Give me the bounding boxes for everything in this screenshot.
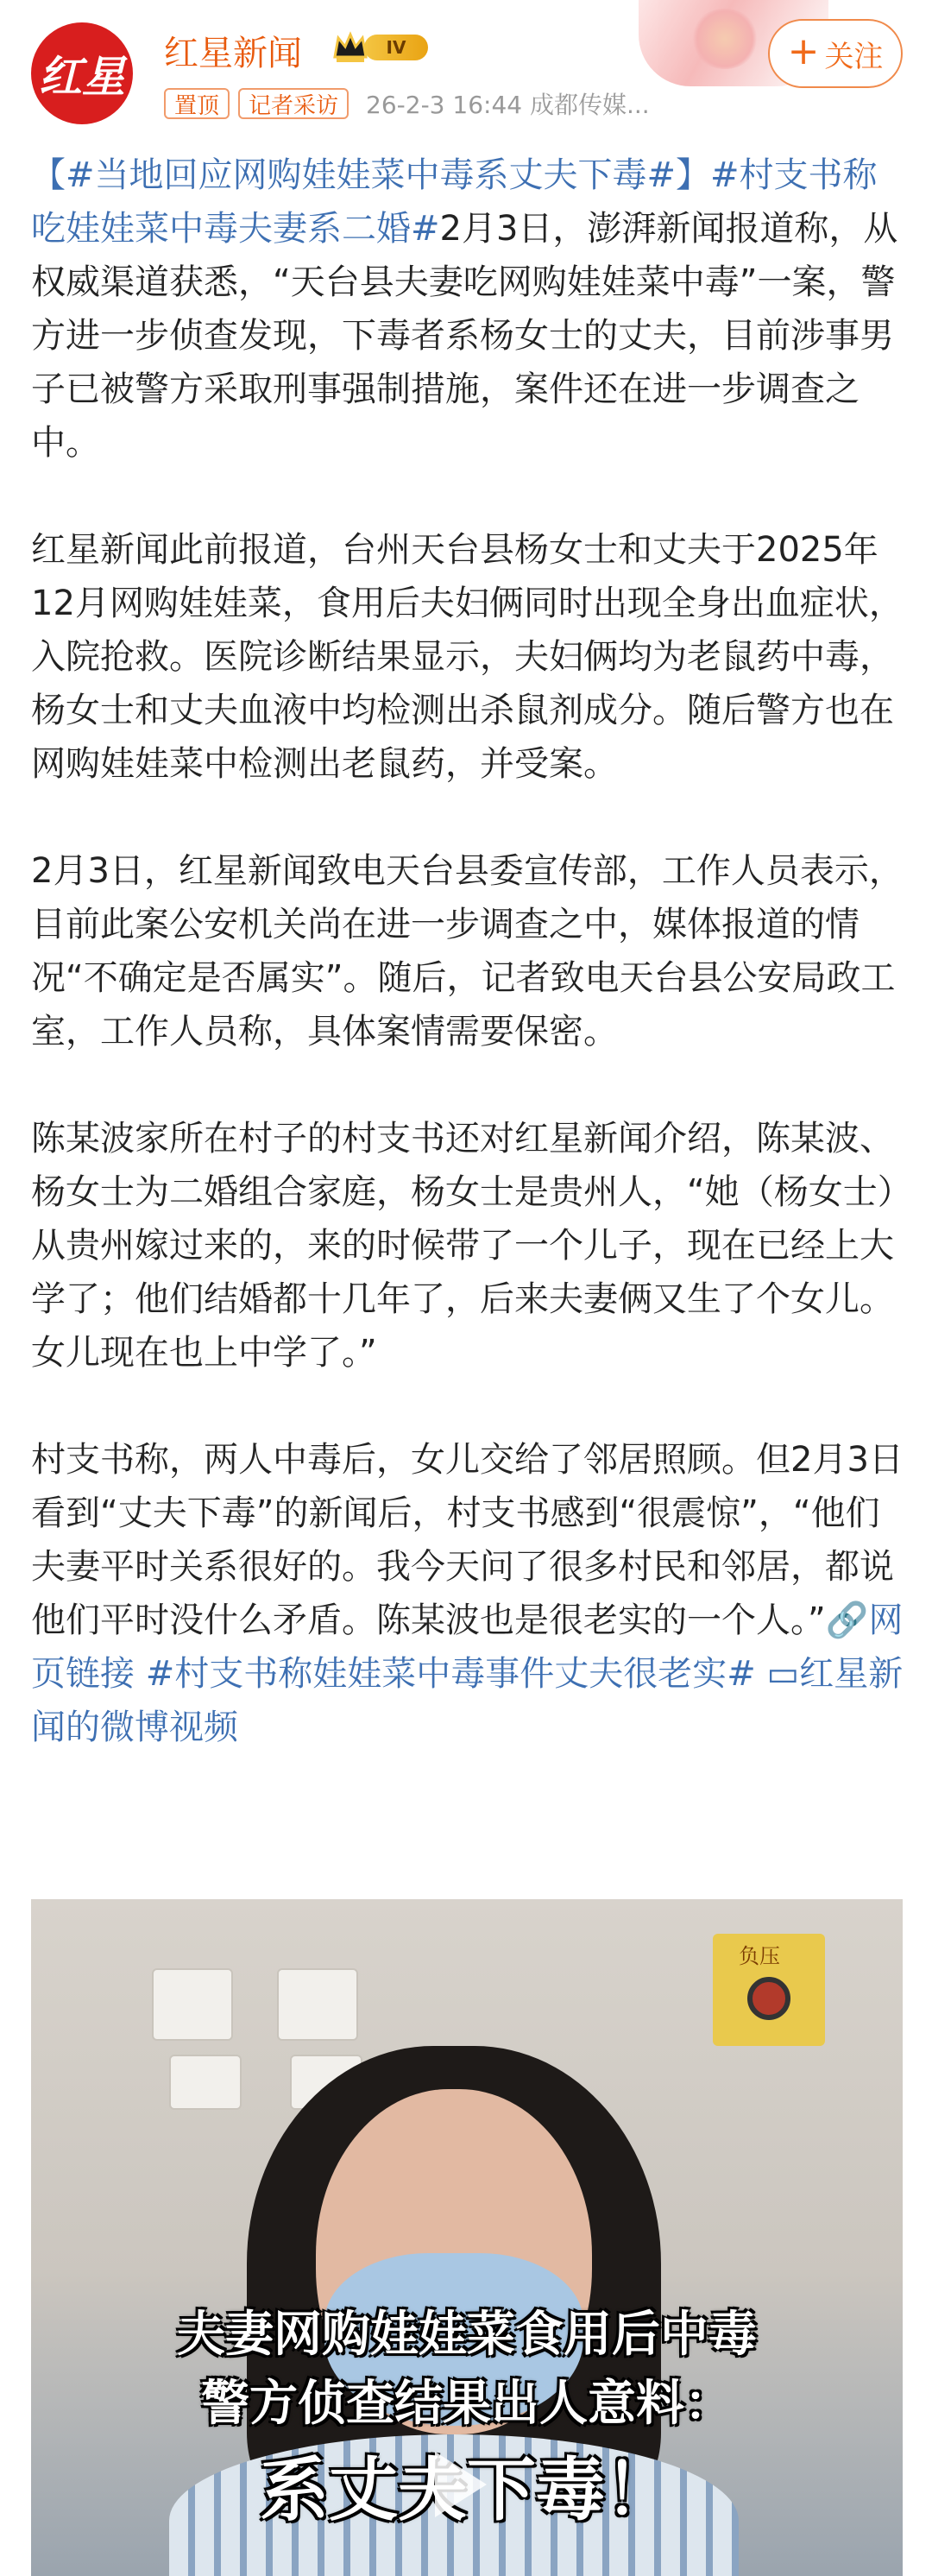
paragraph-1-text: 2月3日，澎湃新闻报道称，从权威渠道获悉，“天台县夫妻吃网购娃娃菜中毒”一案，警方进一步侦查发现，下毒者系杨女士的丈夫，目前涉事男子已被警方采取刑事强制措施，案件还在进一步调查之中。: [31, 209, 898, 463]
follow-button[interactable]: [768, 19, 903, 88]
avatar[interactable]: 红星: [31, 22, 133, 124]
post-meta: [164, 85, 650, 123]
paragraph-2: 红星新闻此前报道，台州天台县杨女士和丈夫于2025年12月网购娃娃菜，食用后夫妇俩同时出现全身出血症状，入院抢救。医院诊断结果显示，夫妇俩均为老鼠药中毒，杨女士和丈夫血液中均检测出杀鼠剂成分。随后警方也在网购娃娃菜中检测出老鼠药，并受案。: [31, 530, 904, 784]
post-body: [31, 148, 904, 1808]
reporter-interview-tag: 记者采访: [238, 88, 349, 119]
vip-level-badge[interactable]: [331, 29, 428, 66]
paragraph-5-text: 村支书称，两人中毒后，女儿交给了邻居照顾。但2月3日看到“丈夫下毒”的新闻后，村支书感到“很震惊”，“他们夫妻平时关系很好的。我今天问了很多村民和邻居，都说他们平时没什么矛盾。陈某波也是很老实的一个人。”: [31, 1440, 904, 1640]
paragraph-4: 陈某波家所在村子的村支书还对红星新闻介绍，陈某波、杨女士为二婚组合家庭，杨女士是贵州人，“她（杨女士）从贵州嫁过来的，来的时候带了一个儿子，现在已经上大学了；他们结婚都十几年了，后来夫妻俩又生了个女儿。女儿现在也上中学了。”: [31, 1119, 895, 1373]
topic-link-3[interactable]: #村支书称娃娃菜中毒事件丈夫很老实#: [135, 1654, 767, 1694]
post-time-source: 26-2-3 16:44 成都传媒...: [366, 91, 650, 119]
account-name[interactable]: 红星新闻: [164, 34, 302, 73]
wall-socket: [169, 2055, 242, 2110]
pressure-knob: [747, 1977, 790, 2020]
video-camera-icon: ▭: [766, 1654, 800, 1694]
link-icon: 🔗: [825, 1601, 869, 1640]
caption-line-3: 系丈夫下毒！: [260, 2450, 674, 2530]
topic-link-1[interactable]: 【#当地回应网购娃娃菜中毒系丈夫下毒#】: [31, 155, 711, 195]
video-thumbnail[interactable]: [31, 1899, 903, 2576]
paragraph-3: 2月3日，红星新闻致电天台县委宣传部，工作人员表示，目前此案公安机关尚在进一步调查之中，媒体报道的情况“不确定是否属实”。随后，记者致电天台县公安局政工室，工作人员称，具体案情需要保密。: [31, 851, 904, 1051]
post-header: [0, 0, 932, 138]
wall-socket: [152, 1968, 233, 2041]
level-tag: IV: [364, 35, 428, 60]
pinned-tag: 置顶: [164, 88, 230, 119]
plate-label: 负压: [739, 1944, 780, 1968]
plus-icon: +: [787, 29, 820, 73]
negative-pressure-plate: [713, 1934, 825, 2046]
web-link[interactable]: 网页链接: [31, 1601, 904, 1694]
paragraph-1: [31, 148, 904, 470]
crown-icon: [331, 29, 369, 66]
paragraph-5: [31, 1433, 904, 1754]
play-icon[interactable]: [435, 2452, 487, 2517]
follow-label: 关注: [824, 39, 884, 74]
wall-socket: [277, 1968, 358, 2041]
caption-line-2: 警方侦查结果出人意料：: [201, 2376, 733, 2432]
caption-line-1: 夫妻网购娃娃菜食用后中毒: [177, 2307, 757, 2363]
topic-link-2[interactable]: #村支书称吃娃娃菜中毒夫妻系二婚#: [31, 155, 878, 249]
video-link[interactable]: 红星新闻的微博视频: [31, 1654, 904, 1747]
